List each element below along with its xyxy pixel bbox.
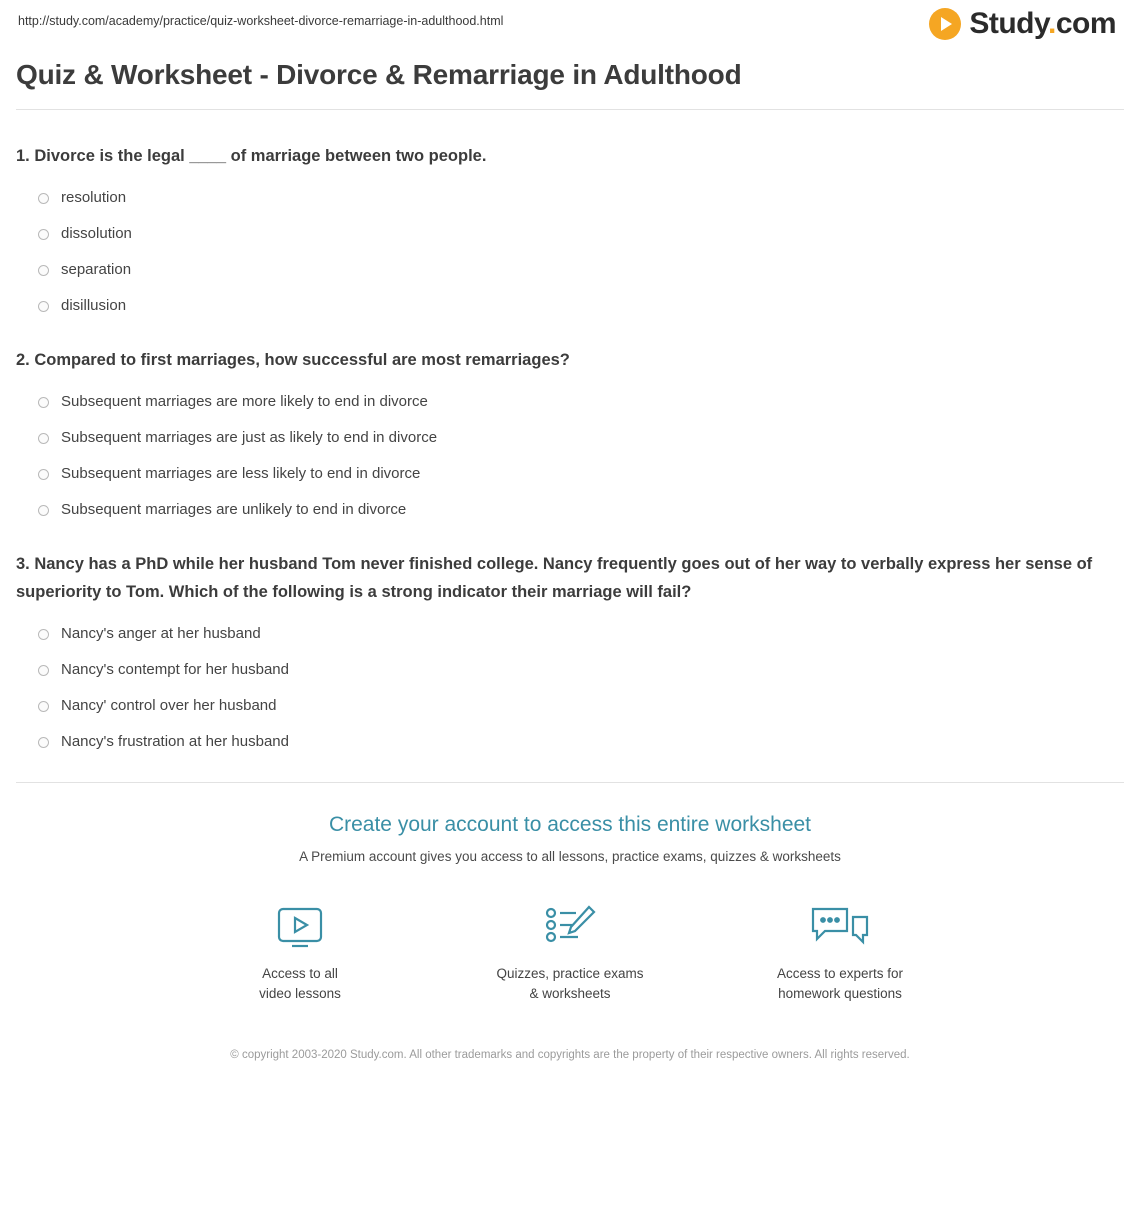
video-player-icon	[205, 898, 395, 954]
radio-icon[interactable]	[38, 433, 49, 444]
radio-icon[interactable]	[38, 737, 49, 748]
feature-item	[205, 898, 395, 1004]
feature-label-line1: Access to experts for	[776, 966, 904, 981]
answer-label: resolution	[61, 189, 127, 206]
radio-icon[interactable]	[38, 629, 49, 640]
radio-icon[interactable]	[38, 469, 49, 480]
study-com-logo[interactable]	[929, 7, 1124, 41]
page-url: http://study.com/academy/practice/quiz-worksheet-divorce-remarriage-in-adulthood.html	[18, 14, 504, 28]
brand-dot: .	[1047, 7, 1056, 40]
answer-label: Subsequent marriages are more likely to end in divorce	[61, 393, 428, 410]
radio-icon[interactable]	[38, 505, 49, 516]
radio-icon[interactable]	[38, 701, 49, 712]
answer-label: Subsequent marriages are less likely to end in divorce	[61, 465, 421, 482]
answer-option[interactable]	[16, 652, 1124, 688]
answer-options	[16, 384, 1124, 528]
play-circle-icon	[929, 8, 961, 40]
question-text: 1. Divorce is the legal ____ of marriage between two people.	[16, 147, 487, 165]
question-text: 3. Nancy has a PhD while her husband Tom never finished college. Nancy frequently goes out of her way to verbally express her sense of superiority to Tom. Which of the following is a strong indicator their marriage will fail?	[16, 555, 1093, 601]
answer-options	[16, 180, 1124, 324]
feature-label-line1: Access to all	[262, 966, 338, 981]
answer-label: Nancy's frustration at her husband	[61, 733, 289, 750]
quiz-checklist-icon	[475, 898, 665, 954]
radio-icon[interactable]	[38, 397, 49, 408]
question-text: 2. Compared to first marriages, how successful are most remarriages?	[16, 351, 570, 369]
answer-label: disillusion	[61, 297, 127, 314]
quiz-list	[16, 110, 1124, 760]
quiz-question	[16, 142, 1124, 324]
answer-option[interactable]	[16, 420, 1124, 456]
promo-features	[16, 898, 1124, 1004]
chat-bubbles-icon	[745, 898, 935, 954]
radio-icon[interactable]	[38, 265, 49, 276]
feature-label-line2: homework questions	[778, 986, 902, 1001]
signup-promo	[16, 783, 1124, 1064]
quiz-question	[16, 550, 1124, 760]
answer-option[interactable]	[16, 384, 1124, 420]
quiz-question	[16, 346, 1124, 528]
answer-option[interactable]	[16, 180, 1124, 216]
answer-label: separation	[61, 261, 132, 278]
radio-icon[interactable]	[38, 665, 49, 676]
answer-option[interactable]	[16, 216, 1124, 252]
answer-option[interactable]	[16, 616, 1124, 652]
answer-option[interactable]	[16, 252, 1124, 288]
copyright-text: © copyright 2003-2020 Study.com. All other trademarks and copyrights are the property of their respective owners. All rights reserved.	[230, 1049, 910, 1061]
promo-subhead: A Premium account gives you access to all lessons, practice exams, quizzes & worksheets	[299, 849, 841, 864]
promo-headline[interactable]: Create your account to access this entire worksheet	[328, 813, 812, 836]
answer-options	[16, 616, 1124, 760]
answer-label: Subsequent marriages are just as likely to end in divorce	[61, 429, 438, 446]
feature-label-line2: video lessons	[259, 986, 341, 1001]
answer-label: dissolution	[61, 225, 132, 242]
feature-item	[475, 898, 665, 1004]
answer-label: Nancy' control over her husband	[61, 697, 277, 714]
answer-option[interactable]	[16, 492, 1124, 528]
answer-option[interactable]	[16, 724, 1124, 760]
radio-icon[interactable]	[38, 193, 49, 204]
answer-option[interactable]	[16, 288, 1124, 324]
answer-label: Nancy's contempt for her husband	[61, 661, 289, 678]
answer-option[interactable]	[16, 456, 1124, 492]
feature-item	[745, 898, 935, 1004]
feature-label-line2: & worksheets	[529, 986, 611, 1001]
browser-header	[16, 0, 1124, 41]
radio-icon[interactable]	[38, 229, 49, 240]
brand-name: Study	[969, 7, 1048, 40]
answer-label: Nancy's anger at her husband	[61, 625, 261, 642]
feature-label-line1: Quizzes, practice exams	[496, 966, 644, 981]
answer-label: Subsequent marriages are unlikely to end in divorce	[61, 501, 407, 518]
page-title: Quiz & Worksheet - Divorce & Remarriage in Adulthood	[16, 59, 1124, 110]
brand-suffix: com	[1055, 7, 1116, 40]
brand-wordmark	[969, 7, 1116, 41]
radio-icon[interactable]	[38, 301, 49, 312]
answer-option[interactable]	[16, 688, 1124, 724]
